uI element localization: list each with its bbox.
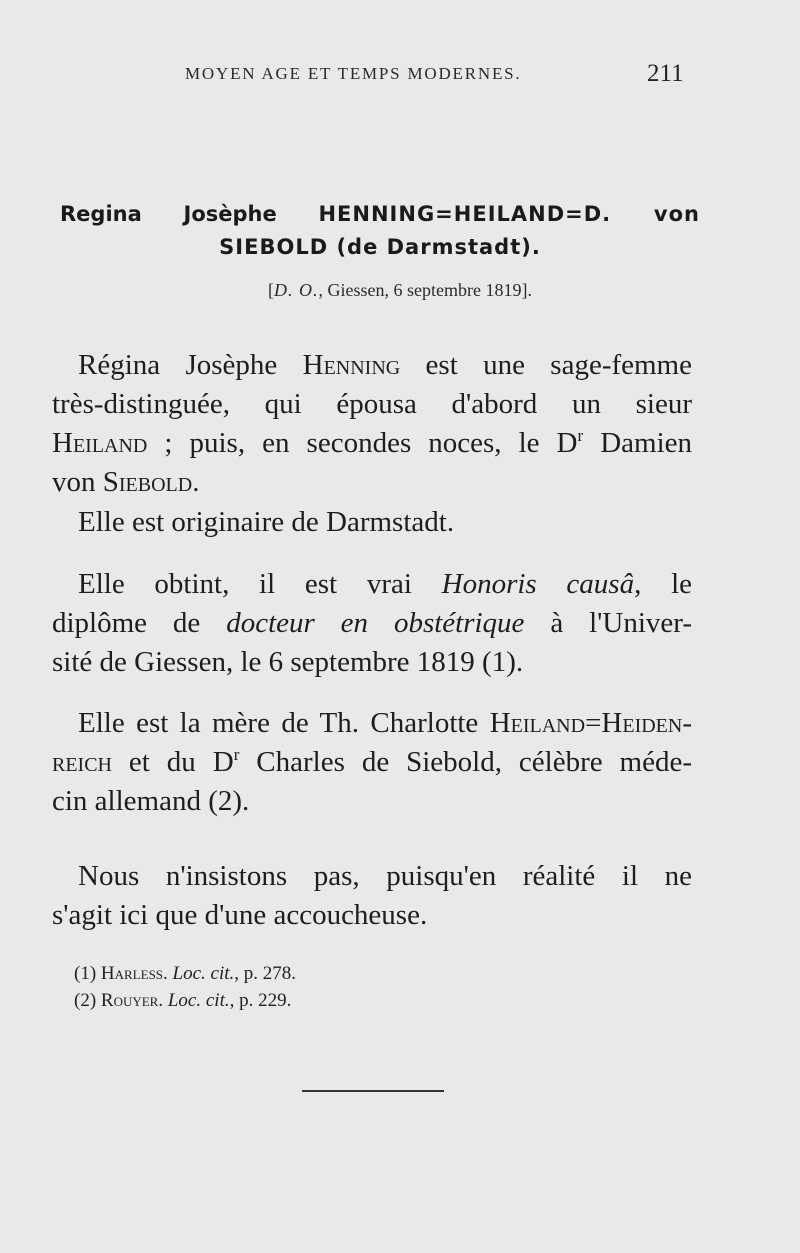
end-rule-divider [302, 1090, 444, 1092]
page-number: 211 [647, 60, 684, 87]
paragraph-2-line-1: Elle est originaire de Darmstadt. [78, 506, 455, 538]
paragraph-2 [52, 503, 692, 542]
entry-heading-prefix: Regina Josèphe [60, 202, 319, 226]
name-heiland: Heiland [52, 427, 148, 459]
text-run: . [192, 466, 200, 498]
text-run: Elle obtint, il est vrai [78, 568, 442, 600]
paragraph-3-line-2 [52, 604, 692, 643]
entry-source [0, 280, 800, 301]
text-run: . [158, 990, 168, 1011]
paragraph-4 [52, 704, 692, 821]
entry-heading-line-1 [60, 198, 700, 231]
text-run: Charles de Siebold, célèbre méde- [239, 746, 693, 778]
entry-heading [60, 198, 700, 264]
name-siebold: Siebold [102, 466, 193, 498]
footnote-author: Harless [100, 963, 164, 984]
italic-phrase: Honoris causâ [441, 568, 635, 600]
text-run: Damien [583, 427, 692, 459]
footnote-page: , p. 229. [229, 990, 292, 1011]
text-run: et du D [112, 746, 234, 778]
paragraph-3-line-1 [52, 565, 692, 604]
entry-heading-names: HENNING=HEILAND=D. von [318, 202, 700, 226]
source-open: [ [268, 280, 275, 300]
source-rest: , Giessen, 6 septembre 1819]. [318, 280, 532, 300]
name-heidenreich-end: reich [52, 746, 112, 778]
source-abbrev: D. O. [274, 280, 319, 300]
footnote-page: , p. 278. [234, 963, 297, 984]
text-run: . [163, 963, 173, 984]
paragraph-4-line-2 [52, 743, 692, 782]
superscript: r [233, 745, 240, 764]
running-title: MOYEN AGE ET TEMPS MODERNES. [185, 64, 522, 83]
entry-heading-line-2: SIEBOLD (de Darmstadt). [219, 235, 541, 259]
text-run: Régina Josèphe [78, 349, 303, 381]
paragraph-5-line-1: Nous n'insistons pas, puisqu'en réalité il ne [78, 860, 692, 892]
text-run: à l'Univer- [524, 607, 692, 639]
text-run: von [52, 466, 103, 498]
paragraph-5-line-2: s'agit ici que d'une accoucheuse. [52, 899, 428, 931]
superscript: r [577, 426, 584, 445]
text-run: Elle est la mère de Th. Charlotte [78, 707, 490, 739]
paragraph-4-line-3: cin allemand (2). [52, 785, 250, 817]
footnote-1 [74, 960, 296, 987]
paragraph-3 [52, 565, 692, 682]
name-heiland-heidenreich: Heiland=Heiden- [489, 707, 692, 739]
text-run: diplôme de [52, 607, 227, 639]
paragraph-1-line-4 [52, 463, 692, 502]
paragraph-1-line-3 [52, 424, 692, 463]
paragraph-1 [52, 346, 692, 502]
footnote-number: (1) [74, 963, 101, 984]
footnotes [74, 960, 296, 1014]
paragraph-4-line-1 [52, 704, 692, 743]
italic-phrase: docteur en obstétrique [226, 607, 525, 639]
paragraph-1-line-2: très-distinguée, qui épousa d'abord un sieur [52, 388, 692, 420]
text-run: est une sage-femme [400, 349, 692, 381]
footnote-cite: Loc. cit. [167, 990, 230, 1011]
running-head [0, 60, 800, 90]
footnote-2 [74, 987, 296, 1014]
text-run: ; puis, en secondes noces, le D [147, 427, 578, 459]
name-henning: Henning [302, 349, 401, 381]
paragraph-5 [52, 857, 692, 935]
text-run: , le [634, 568, 692, 600]
footnote-number: (2) [74, 990, 101, 1011]
footnote-author: Rouyer [100, 990, 159, 1011]
footnote-cite: Loc. cit. [172, 963, 235, 984]
paragraph-1-line-1 [52, 346, 692, 385]
paragraph-3-line-3: sité de Giessen, le 6 septembre 1819 (1). [52, 646, 524, 678]
